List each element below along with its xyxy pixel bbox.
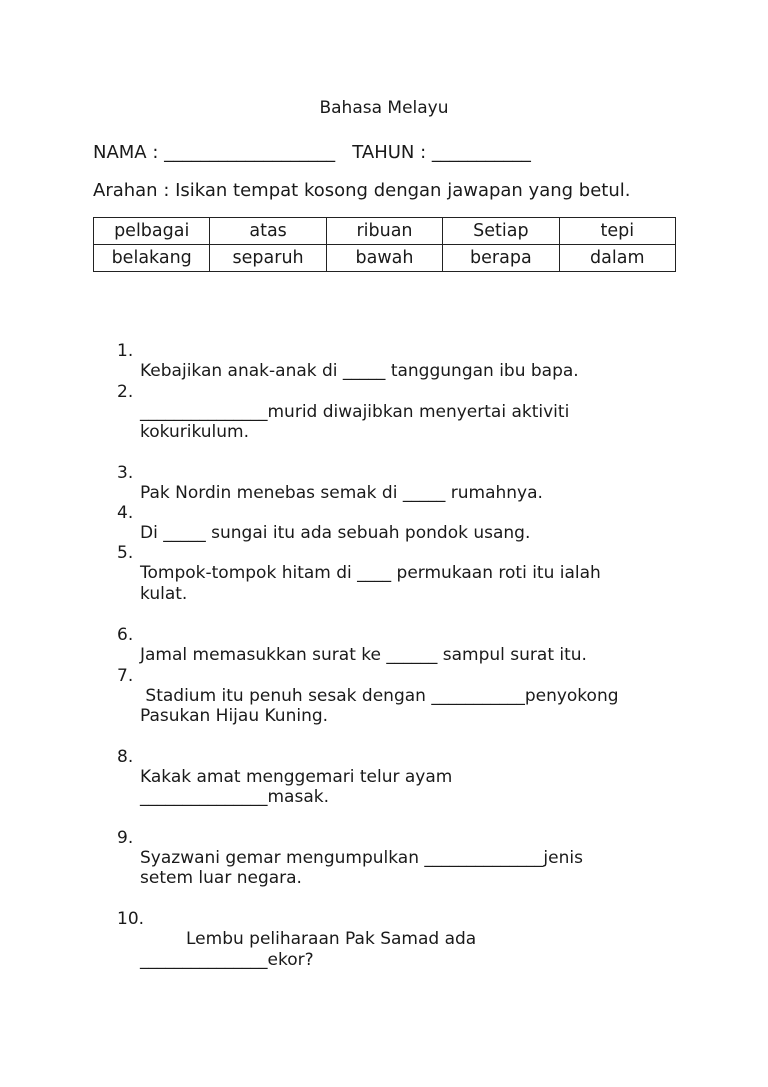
question-text: Stadium itu penuh sesak dengan ___________penyokong — [140, 686, 619, 706]
question-number: 9. — [117, 828, 134, 848]
word-cell: belakang — [94, 245, 210, 272]
question-text: Tompok-tompok hitam di ____ permukaan roti itu ialah — [140, 563, 601, 583]
question-text: Pak Nordin menebas semak di _____ rumahnya. — [140, 483, 543, 503]
question-text: setem luar negara. — [140, 868, 302, 888]
question-number: 7. — [117, 666, 134, 686]
question-text: _______________ekor? — [140, 950, 314, 970]
question-text: kulat. — [140, 584, 188, 604]
word-cell: dalam — [559, 245, 675, 272]
question-number: 5. — [117, 543, 134, 563]
word-cell: separuh — [210, 245, 326, 272]
word-cell: bawah — [326, 245, 442, 272]
word-bank-row-2 — [94, 245, 676, 272]
question-text: Di _____ sungai itu ada sebuah pondok usang. — [140, 523, 531, 543]
question-text: Kebajikan anak-anak di _____ tanggungan ibu bapa. — [140, 361, 579, 381]
question-text: Kakak amat menggemari telur ayam — [140, 767, 453, 787]
question-number: 4. — [117, 503, 134, 523]
instruction-line: Arahan : Isikan tempat kosong dengan jawapan yang betul. — [93, 180, 631, 201]
word-cell: ribuan — [326, 218, 442, 245]
question-number: 6. — [117, 625, 134, 645]
question-text: Lembu peliharaan Pak Samad ada — [186, 929, 477, 949]
word-cell: tepi — [559, 218, 675, 245]
word-cell: Setiap — [443, 218, 559, 245]
word-cell: atas — [210, 218, 326, 245]
word-cell: pelbagai — [94, 218, 210, 245]
word-bank-table — [93, 217, 676, 272]
question-text: _______________murid diwajibkan menyertai aktiviti — [140, 402, 570, 422]
question-10-continued — [0, 930, 314, 990]
word-cell: berapa — [443, 245, 559, 272]
question-text: Jamal memasukkan surat ke ______ sampul surat itu. — [140, 645, 587, 665]
question-number: 8. — [117, 747, 134, 767]
question-number: 10. — [117, 909, 145, 929]
question-text: Pasukan Hijau Kuning. — [140, 706, 329, 726]
question-text: kokurikulum. — [140, 422, 250, 442]
page-title: Bahasa Melayu — [319, 98, 449, 118]
question-text: Syazwani gemar mengumpulkan ______________jenis — [140, 848, 583, 868]
question-text: _______________masak. — [140, 787, 330, 807]
question-number: 3. — [117, 463, 134, 483]
question-number: 1. — [117, 341, 134, 361]
question-number: 2. — [117, 382, 134, 402]
word-bank-row-1 — [94, 218, 676, 245]
name-year-line: NAMA : ___________________ TAHUN : ___________ — [93, 142, 531, 163]
